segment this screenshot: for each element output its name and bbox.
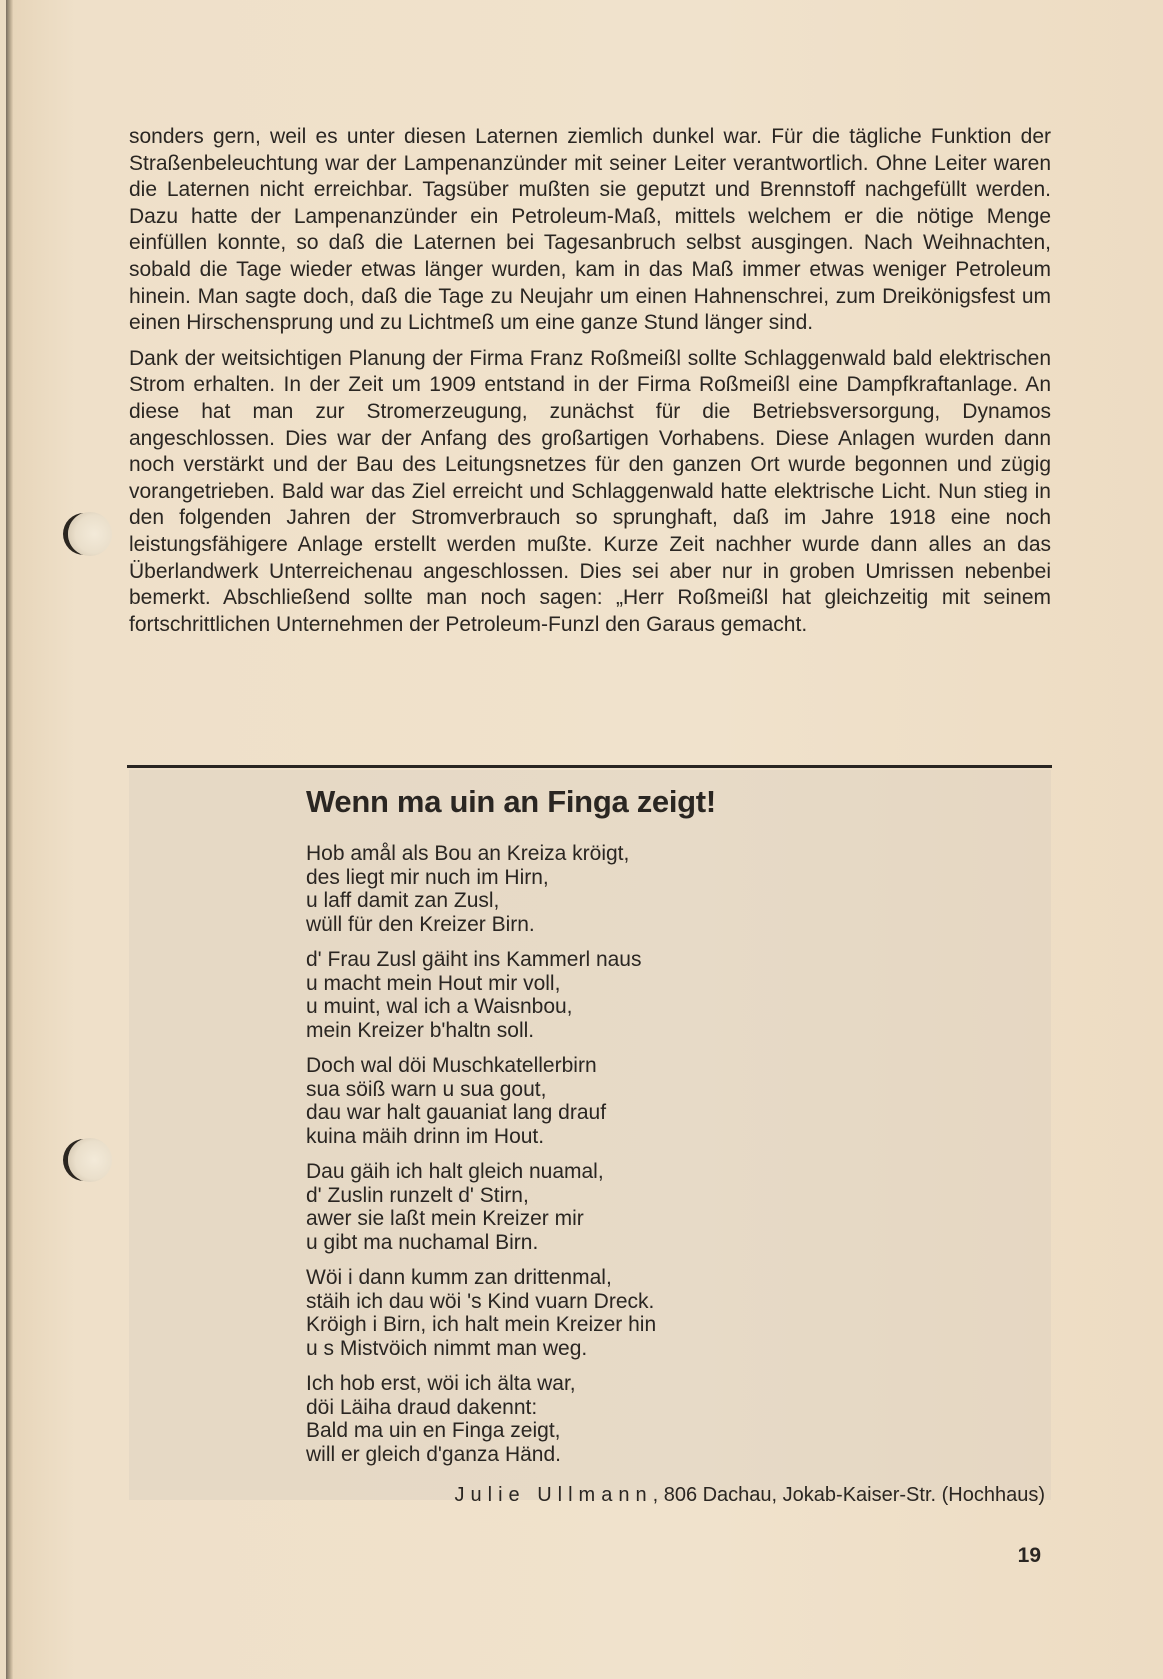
poem-line: sua söiß warn u sua gout, [306, 1077, 547, 1101]
paragraph-electricity: Dank der weitsichtigen Planung der Firma Franz Roßmeißl sollte Schlaggenwald bald elektrischen Strom erhalten. In der Zeit um 1909 entstand in der Firma Roßmeißl eine Dampfkraftanlage. An diese hat man zur Stromerzeugung, zunächst für die Betriebsversorgung, Dynamos angeschlossen. Dies war der Anfang des großartigen Vorhabens. Diese Anlagen wurden dann noch verstärkt und der Bau des Leitungsnetzes für den ganzen Ort wurde begonnen und zügig vorangetrieben. Bald war das Ziel erreicht und Schlaggenwald hatte elektrische Licht. Nun stieg in den folgenden Jahren der Stromverbrauch so sprunghaft, daß im Jahre 1918 eine noch leistungsfähigere Anlage erstellt werden mußte. Kurze Zeit nachher wurde dann alles an das Überlandwerk Unterreichenau angeschlossen. Dies sei aber nur in groben Umrissen nebenbei bemerkt. Abschließend sollte man noch sagen: „Herr Roßmeißl hat gleichzeitig mit seinem fortschrittlichen Unternehmen der Petroleum-Funzl den Garaus gemacht. [129, 346, 1051, 636]
poem-line: u laff damit zan Zusl, [306, 889, 500, 912]
stanza-2 [306, 948, 866, 1042]
stanza-1 [306, 842, 866, 936]
punch-hole-lower [68, 1138, 112, 1182]
poem-line: kuina mäih drinn im Hout. [306, 1124, 545, 1148]
poem-line: dau war halt gauaniat lang drauf [306, 1101, 607, 1124]
author-credit [455, 1484, 1045, 1507]
poem-line: u gibt ma nuchamal Birn. [306, 1230, 539, 1254]
stanza-5 [306, 1266, 866, 1360]
stanza-3 [306, 1054, 866, 1148]
stanza-6 [306, 1372, 866, 1466]
article-text [129, 124, 1051, 647]
poem-line: stäih ich dau wöi 's Kind vuarn Dreck. [306, 1289, 655, 1313]
poem-line: Ich hob erst, wöi ich älta war, [306, 1372, 576, 1395]
paragraph-street-lamps: sonders gern, weil es unter diesen Laternen ziemlich dunkel war. Für die tägliche Funktion der Straßenbeleuchtung war der Lampenanzünder mit seiner Leiter verantwortlich. Ohne Leiter waren die Laternen nicht erreichbar. Tagsüber mußten sie geputzt und Brennstoff nachgefüllt werden. Dazu hatte der Lampenanzünder ein Petroleum-Maß, mittels welchem er die nötige Menge einfüllen konnte, so daß die Laternen bei Tagesanbruch selbst ausgingen. Nach Weihnachten, sobald die Tage wieder etwas länger wurden, kam in das Maß immer etwas weniger Petroleum hinein. Man sagte doch, daß die Tage zu Neujahr um einen Hahnenschrei, zum Dreikönigsfest um einen Hirschensprung und zu Lichtmeß um eine ganze Stund länger sind. [129, 125, 1051, 335]
stanza-4 [306, 1160, 866, 1254]
author-name: Julie Ullmann [454, 1484, 653, 1506]
poem-line: Wöi i dann kumm zan drittenmal, [306, 1266, 612, 1289]
page-number: 19 [1017, 1544, 1041, 1567]
poem-line: Hob amål als Bou an Kreiza kröigt, [306, 842, 630, 865]
page-left-edge [6, 0, 13, 1679]
poem-line: Dau gäih ich halt gleich nuamal, [306, 1160, 604, 1183]
section-divider [127, 765, 1052, 768]
poem-line: awer sie laßt mein Kreizer mir [306, 1207, 584, 1230]
poem-line: will er gleich d'ganza Händ. [306, 1442, 561, 1466]
page [6, 0, 1163, 1679]
author-address: , 806 Dachau, Jokab-Kaiser-Str. (Hochhaus) [652, 1484, 1045, 1506]
poem-line: d' Frau Zusl gäiht ins Kammerl naus [306, 948, 642, 971]
poem-line: Doch wal döi Muschkatellerbirn [306, 1054, 597, 1077]
poem-line: u muint, wal ich a Waisnbou, [306, 995, 573, 1018]
poem-line: u macht mein Hout mir voll, [306, 971, 561, 995]
poem-title: Wenn ma uin an Finga zeigt! [306, 784, 716, 819]
punch-hole-upper [68, 512, 112, 556]
poem-body [306, 842, 866, 1478]
poem-line: mein Kreizer b'haltn soll. [306, 1018, 535, 1042]
poem-line: u s Mistvöich nimmt man weg. [306, 1336, 588, 1360]
poem-line: d' Zuslin runzelt d' Stirn, [306, 1183, 529, 1207]
poem-line: wüll für den Kreizer Birn. [306, 912, 535, 936]
poem-line: Bald ma uin en Finga zeigt, [306, 1419, 561, 1442]
poem-line: döi Läiha draud dakennt: [306, 1395, 538, 1419]
poem-line: des liegt mir nuch im Hirn, [306, 865, 549, 889]
poem-line: Kröigh i Birn, ich halt mein Kreizer hin [306, 1313, 657, 1336]
